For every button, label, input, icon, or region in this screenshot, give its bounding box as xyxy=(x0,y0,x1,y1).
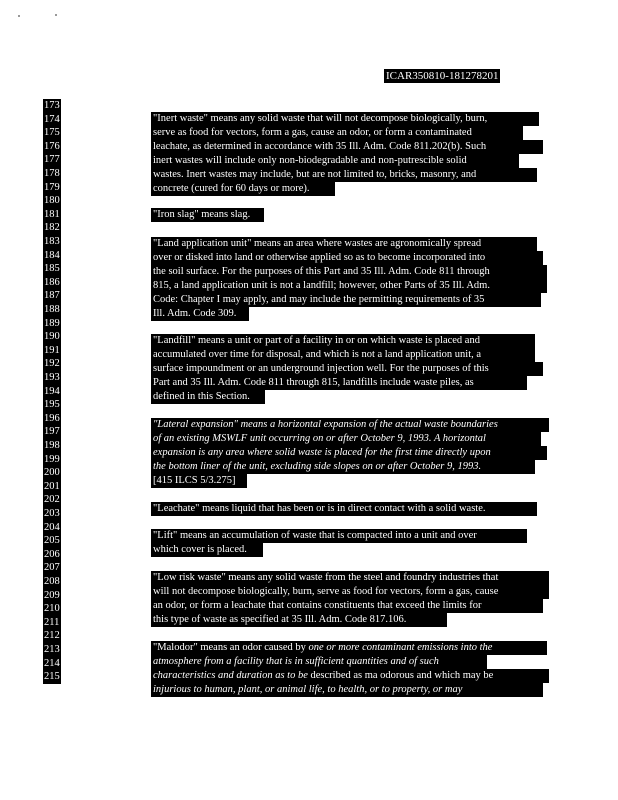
text-run-italic: one or more contaminant emissions into the xyxy=(308,642,493,653)
scan-speck xyxy=(55,14,57,16)
line-number: 211 xyxy=(44,616,60,628)
text-line: "Iron slag" means slag. xyxy=(151,208,264,222)
text-run: "Malodor" means an odor caused by xyxy=(153,642,309,653)
line-number: 181 xyxy=(44,208,60,220)
text-line: Ill. Adm. Code 309. xyxy=(151,307,249,321)
line-number: 207 xyxy=(44,562,60,574)
line-number: 195 xyxy=(44,399,60,411)
text-line: an odor, or form a leachate that contains constituents that exceed the limits for xyxy=(151,599,543,613)
text-line: serve as food for vectors, form a gas, cause an odor, or form a contaminated xyxy=(151,126,523,140)
line-number: 182 xyxy=(44,222,60,234)
scan-speck xyxy=(18,15,20,17)
text-line: this type of waste as specified at 35 Ill. Adm. Code 817.106. xyxy=(151,613,447,627)
line-number: 206 xyxy=(44,548,60,560)
defined-term: "Lateral expansion" means a horizontal expansion of the actual waste boundaries xyxy=(153,419,498,430)
text-run-italic: characteristics and duration as to be xyxy=(153,670,308,681)
line-number: 179 xyxy=(44,181,60,193)
line-number: 184 xyxy=(44,249,60,261)
line-number: 210 xyxy=(44,603,60,615)
text-line: leachate, as determined in accordance with 35 Ill. Adm. Code 811.202(b). Such xyxy=(151,140,543,154)
text-line: inert wastes will include only non-biodegradable and non-putrescible solid xyxy=(151,154,519,168)
line-number: 178 xyxy=(44,168,60,179)
text-line: [415 ILCS 5/3.275] xyxy=(151,474,247,488)
line-number: 201 xyxy=(44,480,60,492)
line-number: 204 xyxy=(44,521,60,533)
text-line: "Leachate" means liquid that has been or is in direct contact with a solid waste. xyxy=(151,502,537,516)
text-line: which cover is placed. xyxy=(151,543,263,557)
text-line: "Land application unit" means an area where wastes are agronomically spread xyxy=(151,237,537,251)
text-line: expansion is any area where solid waste is placed for the first time directly upon xyxy=(151,446,547,460)
text-line xyxy=(151,418,549,432)
line-number: 205 xyxy=(44,535,60,547)
text-line: atmosphere from a facility that is in sufficient quantities and of such xyxy=(151,655,487,669)
line-number: 215 xyxy=(44,671,60,683)
line-number: 196 xyxy=(44,412,60,424)
text-line: wastes. Inert wastes may include, but are not limited to, bricks, masonry, and xyxy=(151,168,537,182)
line-number: 188 xyxy=(44,304,60,315)
line-number: 190 xyxy=(44,331,60,343)
line-number: 212 xyxy=(44,630,60,642)
text-line: injurious to human, plant, or animal life, to health, or to property, or may xyxy=(151,683,543,697)
line-number: 175 xyxy=(44,127,60,139)
text-line: accumulated over time for disposal, and which is not a land application unit, a xyxy=(151,348,535,362)
text-run: described as ma odorous and which may be xyxy=(307,670,494,681)
line-number: 199 xyxy=(44,453,60,465)
line-number: 185 xyxy=(44,263,60,275)
text-line: surface impoundment or an underground injection well. For the purposes of this xyxy=(151,362,543,376)
line-number: 208 xyxy=(44,576,60,587)
text-line: 815, a land application unit is not a landfill; however, other Parts of 35 Ill. Adm. xyxy=(151,279,547,293)
text-line: "Low risk waste" means any solid waste from the steel and foundry industries that xyxy=(151,571,549,585)
text-line: concrete (cured for 60 days or more). xyxy=(151,182,335,196)
line-number: 192 xyxy=(44,358,60,370)
line-number: 189 xyxy=(44,317,60,329)
line-number: 187 xyxy=(44,290,60,302)
line-number: 200 xyxy=(44,467,60,479)
line-number: 202 xyxy=(44,494,60,506)
document-id: ICAR350810-181278201 xyxy=(386,70,499,82)
line-number: 194 xyxy=(44,385,60,397)
text-line: the bottom liner of the unit, excluding side slopes on or after October 9, 1993. xyxy=(151,460,535,474)
text-line: will not decompose biologically, burn, serve as food for vectors, form a gas, cause xyxy=(151,585,549,599)
text-line: over or disked into land or otherwise applied so as to become incorporated into xyxy=(151,251,543,265)
text-line xyxy=(151,641,547,655)
line-number: 186 xyxy=(44,276,60,288)
text-line xyxy=(151,669,549,683)
line-number: 174 xyxy=(44,113,60,125)
text-line: "Inert waste" means any solid waste that will not decompose biologically, burn, xyxy=(151,112,539,126)
text-line: Code: Chapter I may apply, and may include the permitting requirements of 35 xyxy=(151,293,541,307)
line-number: 191 xyxy=(44,344,60,356)
line-number: 197 xyxy=(44,426,60,438)
text-line: of an existing MSWLF unit occurring on or after October 9, 1993. A horizontal xyxy=(151,432,541,446)
text-line: "Lift" means an accumulation of waste that is compacted into a unit and over xyxy=(151,529,527,543)
line-number: 193 xyxy=(44,372,60,383)
line-number: 180 xyxy=(44,195,60,207)
line-number: 183 xyxy=(44,236,60,247)
line-number: 198 xyxy=(44,440,60,451)
line-number: 213 xyxy=(44,644,60,655)
line-number: 203 xyxy=(44,508,60,519)
line-number: 209 xyxy=(44,589,60,601)
line-number: 173 xyxy=(44,100,60,111)
text-line: "Landfill" means a unit or part of a facility in or on which waste is placed and xyxy=(151,334,535,348)
line-number: 177 xyxy=(44,154,60,166)
text-line: defined in this Section. xyxy=(151,390,265,404)
text-line: the soil surface. For the purposes of this Part and 35 Ill. Adm. Code 811 through xyxy=(151,265,547,279)
line-number: 214 xyxy=(44,657,60,669)
text-line: Part and 35 Ill. Adm. Code 811 through 815, landfills include waste piles, as xyxy=(151,376,527,390)
line-number: 176 xyxy=(44,140,60,152)
